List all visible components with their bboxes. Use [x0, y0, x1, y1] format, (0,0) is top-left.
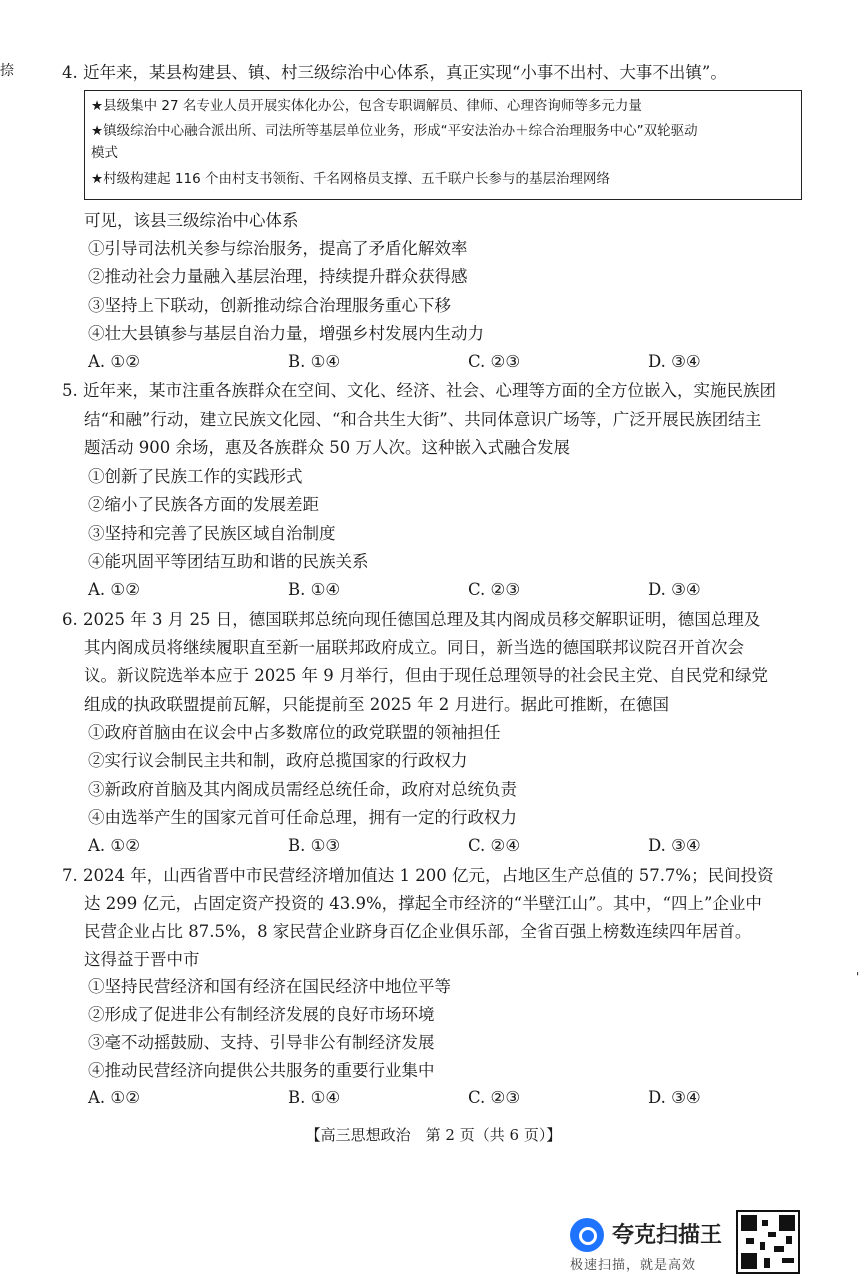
question-7-choices — [88, 1088, 728, 1110]
choice-d: D. ③④ — [648, 352, 701, 371]
choice-d: D. ③④ — [648, 580, 701, 599]
choice-d: D. ③④ — [648, 836, 701, 855]
choice-c: C. ②③ — [468, 352, 521, 371]
material-line-3: 模式 — [91, 145, 118, 161]
question-6-option-1: ①政府首脑由在议会中占多数席位的政党联盟的领袖担任 — [88, 723, 501, 742]
question-4-option-4: ④壮大县镇参与基层自治力量，增强乡村发展内生动力 — [88, 324, 484, 343]
question-7-stem-4: 这得益于晋中市 — [84, 950, 200, 969]
question-4-lead: 可见，该县三级综治中心体系 — [84, 211, 299, 230]
choice-d: D. ③④ — [648, 1088, 701, 1107]
question-5-choices — [88, 580, 728, 602]
choice-c: C. ②③ — [468, 580, 521, 599]
choice-b: B. ①④ — [288, 1088, 341, 1107]
choice-a: A. ①② — [88, 580, 140, 599]
brand-name: 夸克扫描王 — [612, 1223, 723, 1248]
brand-slogan: 极速扫描，就是高效 — [570, 1258, 697, 1273]
question-7-stem-1: 7. 2024 年，山西省晋中市民营经济增加值达 1 200 亿元，占地区生产总值的 57.7%；民间投资 — [62, 866, 774, 885]
choice-b: B. ①④ — [288, 580, 341, 599]
question-6-choices — [88, 836, 728, 858]
choice-a: A. ①② — [88, 352, 140, 371]
choice-c: C. ②③ — [468, 1088, 521, 1107]
choice-a: A. ①② — [88, 1088, 140, 1107]
question-5-option-2: ②缩小了民族各方面的发展差距 — [88, 495, 319, 514]
material-line-2: ★镇级综治中心融合派出所、司法所等基层单位业务，形成“平安法治办＋综合治理服务中心”双轮驱动 — [91, 123, 698, 139]
question-7-option-3: ③毫不动摇鼓励、支持、引导非公有制经济发展 — [88, 1033, 435, 1052]
question-4-choices — [88, 352, 728, 374]
question-6-stem-3: 议。新议院选举本应于 2025 年 9 月举行，但由于现任总理领导的社会民主党、自民党和绿党 — [84, 666, 768, 685]
question-7-stem-3: 民营企业占比 87.5%，8 家民营企业跻身百亿企业俱乐部，全省百强上榜数连续四年居首。 — [84, 922, 752, 941]
question-4-material-box — [84, 90, 802, 200]
question-7-stem-2: 达 299 亿元，占固定资产投资的 43.9%，撑起全市经济的“半壁江山”。其中，“四上”企业中 — [84, 894, 762, 913]
scanner-watermark — [560, 1210, 860, 1280]
question-6-stem-2: 其内阁成员将继续履职直至新一届联邦政府成立。同日，新当选的德国联邦议院召开首次会 — [84, 638, 744, 657]
question-7-option-4: ④推动民营经济向提供公共服务的重要行业集中 — [88, 1061, 435, 1080]
question-5-option-4: ④能巩固平等团结互助和谐的民族关系 — [88, 552, 369, 571]
question-6-stem-4: 组成的执政联盟提前瓦解，只能提前至 2025 年 2 月进行。据此可推断，在德国 — [84, 695, 669, 714]
question-4-option-3: ③坚持上下联动，创新推动综合治理服务重心下移 — [88, 296, 451, 315]
choice-b: B. ①④ — [288, 352, 341, 371]
choice-c: C. ②④ — [468, 836, 521, 855]
edge-mark-right: ' — [856, 970, 860, 984]
question-5-stem-1: 5. 近年来，某市注重各族群众在空间、文化、经济、社会、心理等方面的全方位嵌入，实施民族团 — [62, 381, 776, 400]
question-6-option-2: ②实行议会制民主共和制，政府总揽国家的行政权力 — [88, 751, 468, 770]
question-4-option-1: ①引导司法机关参与综治服务，提高了矛盾化解效率 — [88, 239, 468, 258]
material-line-4: ★村级构建起 116 个由村支书领衔、千名网格员支撑、五千联户长参与的基层治理网络 — [91, 171, 610, 187]
question-7-option-2: ②形成了促进非公有制经济发展的良好市场环境 — [88, 1005, 435, 1024]
qr-code-icon — [736, 1210, 800, 1274]
page-footer: 【高三思想政治 第 2 页（共 6 页）】 — [305, 1126, 562, 1144]
edge-mark-left: 捺 — [0, 63, 14, 79]
question-6-option-4: ④由选举产生的国家元首可任命总理，拥有一定的行政权力 — [88, 808, 517, 827]
question-4-option-2: ②推动社会力量融入基层治理，持续提升群众获得感 — [88, 267, 468, 286]
quark-logo-icon — [570, 1218, 604, 1252]
question-5-option-3: ③坚持和完善了民族区域自治制度 — [88, 524, 336, 543]
material-line-1: ★县级集中 27 名专业人员开展实体化办公，包含专职调解员、律师、心理咨询师等多元力量 — [91, 98, 642, 114]
choice-b: B. ①③ — [288, 836, 341, 855]
question-4-stem: 4. 近年来，某县构建县、镇、村三级综治中心体系，真正实现“小事不出村、大事不出镇”。 — [62, 63, 727, 82]
question-7-option-1: ①坚持民营经济和国有经济在国民经济中地位平等 — [88, 977, 451, 996]
choice-a: A. ①② — [88, 836, 140, 855]
question-5-stem-2: 结“和融”行动，建立民族文化园、“和合共生大街”、共同体意识广场等，广泛开展民族团结主 — [84, 410, 762, 429]
question-6-option-3: ③新政府首脑及其内阁成员需经总统任命，政府对总统负责 — [88, 780, 517, 799]
question-5-stem-3: 题活动 900 余场，惠及各族群众 50 万人次。这种嵌入式融合发展 — [84, 438, 570, 457]
question-5-option-1: ①创新了民族工作的实践形式 — [88, 467, 303, 486]
question-6-stem-1: 6. 2025 年 3 月 25 日，德国联邦总统向现任德国总理及其内阁成员移交解职证明，德国总理及 — [62, 610, 761, 629]
